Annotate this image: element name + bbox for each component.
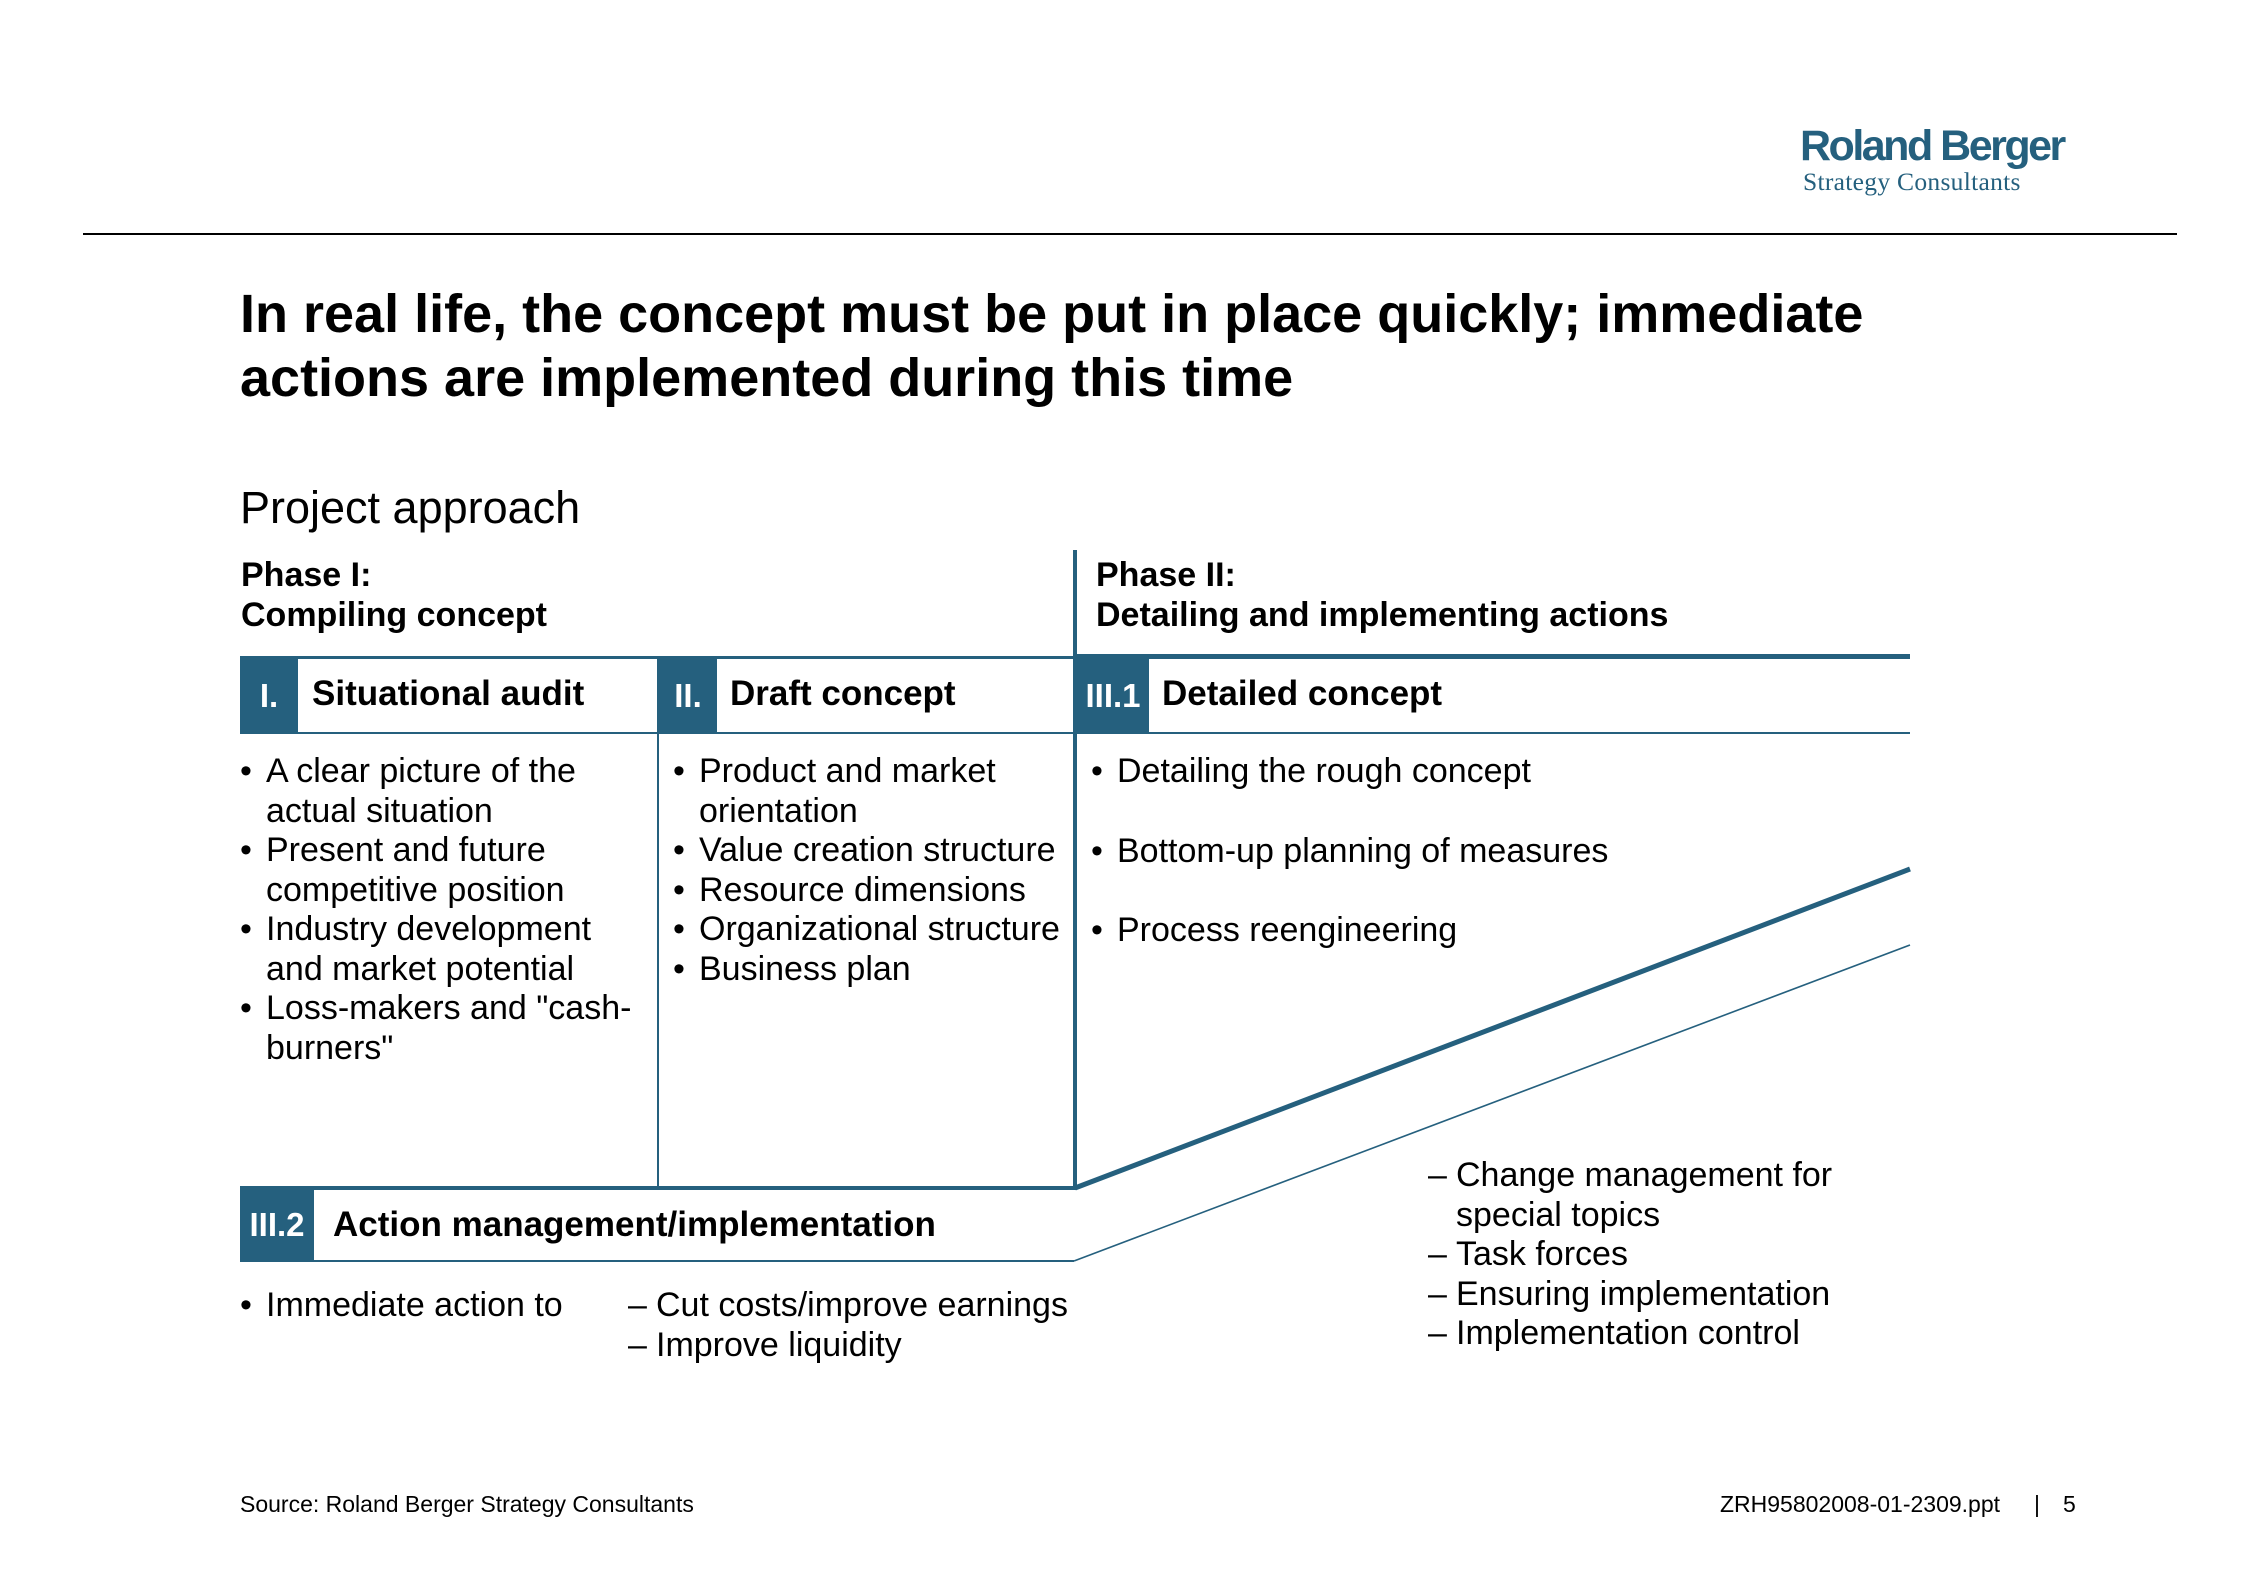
- slide-subtitle: Project approach: [240, 482, 581, 533]
- list-item: • Organizational structure: [673, 910, 1063, 950]
- list-item: • A clear picture of the actual situation: [240, 752, 640, 831]
- phase2-line1: Phase II:: [1096, 556, 1236, 594]
- implementation-dashes: [1428, 1156, 1868, 1354]
- list-item: – Implementation control: [1428, 1314, 1868, 1354]
- list-item: • Loss-makers and "cash-burners": [240, 989, 640, 1068]
- section-iii2-number: III.2: [240, 1188, 314, 1262]
- footer-source: Source: Roland Berger Strategy Consultants: [240, 1491, 694, 1517]
- action-bottom-line: [314, 1260, 1074, 1262]
- list-item: • Bottom-up planning of measures: [1091, 832, 1791, 872]
- list-item: • Detailing the rough concept: [1091, 752, 1791, 792]
- page-number: 5: [2063, 1491, 2076, 1517]
- list-item: – Cut costs/improve earnings: [628, 1286, 1088, 1326]
- list-item: • Immediate action to: [240, 1286, 600, 1326]
- list-item: – Task forces: [1428, 1235, 1868, 1275]
- list-item: • Value creation structure: [673, 831, 1063, 871]
- ramp-thick-line: [1075, 869, 1910, 1188]
- logo-wordmark: Roland Berger: [1800, 122, 2064, 170]
- section-i-number: I.: [240, 659, 298, 732]
- action-top-line: [240, 1186, 1077, 1190]
- list-item: – Change management for special topics: [1428, 1156, 1868, 1235]
- phase1-line2: Compiling concept: [241, 596, 547, 634]
- list-item: – Improve liquidity: [628, 1326, 1088, 1366]
- footer-separator: |: [2034, 1491, 2040, 1517]
- section-ii-label: Draft concept: [730, 674, 956, 713]
- footer-filename: ZRH95802008-01-2309.ppt: [1720, 1491, 2001, 1517]
- logo-tagline: Strategy Consultants: [1803, 167, 2021, 196]
- action-bullets: [240, 1286, 600, 1326]
- phase2-line2: Detailing and implementing actions: [1096, 596, 1669, 634]
- list-item: • Present and future competitive position: [240, 831, 640, 910]
- section-iii2-label: Action management/implementation: [333, 1205, 936, 1244]
- list-item: • Product and market orientation: [673, 752, 1063, 831]
- section-ii-number: II.: [659, 659, 717, 732]
- section-iii1-label: Detailed concept: [1162, 674, 1443, 713]
- list-item: • Industry development and market potential: [240, 910, 640, 989]
- list-item: • Business plan: [673, 950, 1063, 990]
- list-item: • Process reengineering: [1091, 911, 1791, 951]
- slide-title: In real life, the concept must be put in place quickly; immediate actions are implemented during this time: [240, 284, 1864, 408]
- action-dashes: [628, 1286, 1088, 1365]
- list-item: • Resource dimensions: [673, 871, 1063, 911]
- section-iii1-number: III.1: [1077, 659, 1149, 732]
- phase1-line1: Phase I:: [241, 556, 372, 594]
- section-i-label: Situational audit: [312, 674, 585, 713]
- list-item: – Ensuring implementation: [1428, 1275, 1868, 1315]
